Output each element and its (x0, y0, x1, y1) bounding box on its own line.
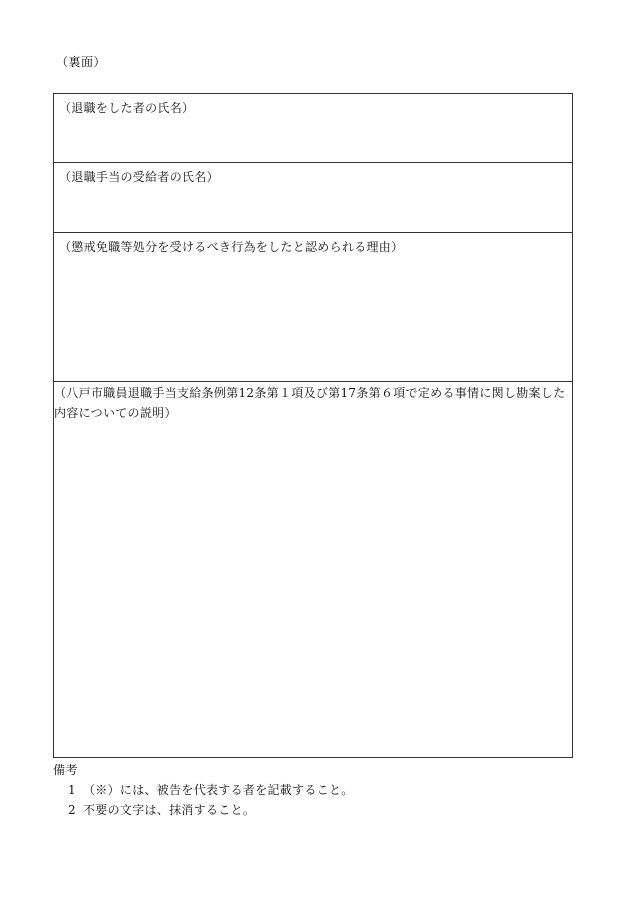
page-heading: （裏面） (56, 55, 107, 69)
note-item (53, 784, 354, 804)
note-number: 2 (68, 803, 76, 817)
note-number: 1 (68, 783, 76, 797)
note-item (53, 804, 354, 824)
notes-title: 備考 (53, 763, 79, 777)
retiree-name-label: （退職をした者の氏名） (59, 101, 195, 115)
disciplinary-reason-section[interactable] (54, 233, 572, 382)
circumstances-explanation-label: （八戸市職員退職手当支給条例第12条第１項及び第17条第６項で定める事情に関し勘案した内容についての説明） (54, 386, 566, 420)
notes-block (53, 764, 354, 824)
retiree-name-section[interactable] (54, 94, 572, 163)
disciplinary-reason-label: （懲戒免職等処分を受けるべき行為をしたと認められる理由） (59, 240, 404, 254)
form-table (53, 93, 573, 758)
recipient-name-label: （退職手当の受給者の氏名） (59, 170, 219, 184)
recipient-name-section[interactable] (54, 163, 572, 233)
note-text: 不要の文字は、抹消すること。 (83, 803, 256, 817)
note-text: （※）には、被告を代表する者を記載すること。 (83, 783, 354, 797)
circumstances-explanation-section[interactable] (54, 382, 572, 758)
